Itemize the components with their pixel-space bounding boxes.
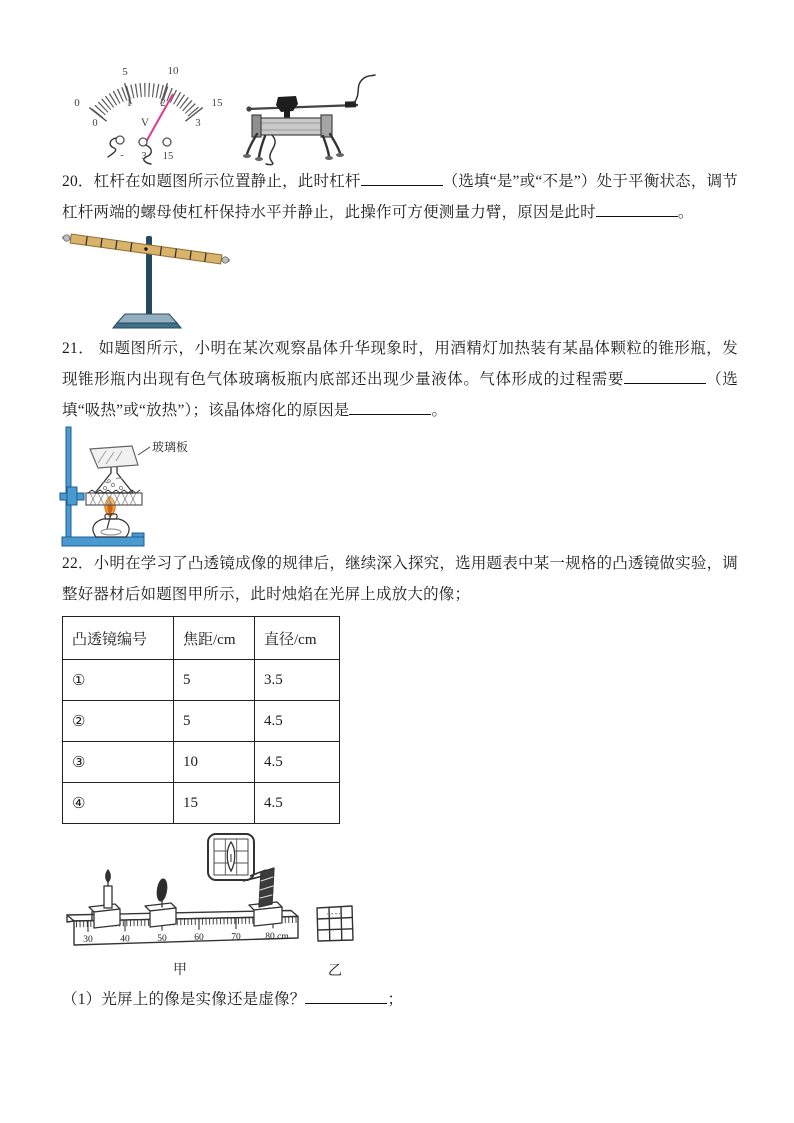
svg-text:60: 60 <box>194 933 204 944</box>
label-leader-line <box>138 447 150 455</box>
q22-1-text-2: ； <box>387 991 404 1008</box>
table-header-row <box>63 617 340 660</box>
stand-base <box>62 537 144 546</box>
svg-text:3: 3 <box>141 151 147 162</box>
svg-text:30: 30 <box>83 935 93 945</box>
balance-nut-left <box>63 234 70 241</box>
callout-bubble <box>208 834 266 881</box>
cell-focal-length: 5 <box>174 701 255 742</box>
grid-screen-figure <box>305 890 375 985</box>
balance-nut-right <box>222 256 229 263</box>
answer-blank[interactable] <box>305 988 387 1004</box>
svg-text:0: 0 <box>74 97 80 109</box>
header-diameter: 直径/cm <box>255 617 340 660</box>
answer-blank[interactable] <box>624 368 706 384</box>
question-22 <box>62 548 738 610</box>
answer-blank[interactable] <box>361 170 443 186</box>
q20-text-1: 20．杠杆在如题图所示位置静止，此时杠杆 <box>62 173 361 190</box>
voltmeter-figure <box>58 52 233 170</box>
rheostat-figure <box>242 74 377 166</box>
terminal-15v <box>163 138 171 146</box>
sublimation-setup-figure <box>58 423 238 558</box>
q20-text-2: （选填“是”或“不是”）处于平衡状态，调节杠杆两端的螺母使杠杆保持水平并静止，此操作可方便测量力臂，原因是此时 <box>62 173 738 221</box>
header-focal-length: 焦距/cm <box>174 617 255 660</box>
svg-text:70: 70 <box>231 932 241 943</box>
svg-text:5: 5 <box>122 66 128 78</box>
wire-left <box>108 138 116 157</box>
q20-text-3: 。 <box>677 204 694 221</box>
q22-1-text-1: （1）光屏上的像是实像还是虚像？ <box>62 991 306 1008</box>
svg-text:15: 15 <box>211 97 223 109</box>
foot <box>336 153 344 157</box>
cell-focal-length: 15 <box>174 783 255 824</box>
glass-plate-label: 玻璃板 <box>152 440 189 454</box>
lever-base-top <box>117 314 177 323</box>
lens-assembly <box>145 878 176 927</box>
answer-blank[interactable] <box>349 399 431 415</box>
scale-ticks <box>97 90 195 114</box>
table-row <box>63 701 340 742</box>
q22-text: 22．小明在学习了凸透镜成像的规律后，继续深入探究，选用题表中某一规格的凸透镜做实验，调整好器材后如题图甲所示，此时烛焰在光屏上成放大的像； <box>62 555 738 603</box>
svg-text:1: 1 <box>126 98 132 109</box>
cell-lens-number: ② <box>63 701 174 742</box>
question-22-sub1 <box>62 984 738 1015</box>
candle-assembly <box>89 870 120 928</box>
q21-text-1: 21． 如题图所示，小明在某次观察晶体升华现象时，用酒精灯加热装有某晶体颗粒的锥形瓶，发现锥形瓶内出现有色气体玻璃板瓶内底部还出现少量液体。气体形成的过程需要 <box>62 340 738 388</box>
table-row <box>63 742 340 783</box>
table-row <box>63 783 340 824</box>
glass-plate <box>90 446 138 468</box>
cell-focal-length: 5 <box>174 660 255 701</box>
svg-text:3: 3 <box>195 118 201 129</box>
slide-rail <box>248 105 358 109</box>
cell-focal-length: 10 <box>174 742 255 783</box>
table-row <box>63 660 340 701</box>
wire-top <box>354 75 375 103</box>
q21-text-2: （选填“吸热”或“放热”）；该晶体熔化的原因是 <box>62 371 738 419</box>
cell-lens-number: ③ <box>63 742 174 783</box>
wire-gauze <box>86 490 142 505</box>
svg-text:2: 2 <box>160 98 166 109</box>
svg-text:50: 50 <box>157 933 167 944</box>
svg-text:10: 10 <box>167 65 179 77</box>
foot <box>243 154 251 158</box>
cell-diameter: 4.5 <box>255 701 340 742</box>
unit-label: V <box>140 117 150 129</box>
scale-major-ticks <box>89 83 202 121</box>
rail-end-left <box>246 106 251 111</box>
q21-text-3: 。 <box>431 402 448 419</box>
wire-bottom <box>266 135 275 165</box>
resistance-tube <box>258 118 324 135</box>
stand-rod <box>66 427 71 541</box>
foot <box>255 157 263 161</box>
svg-text:15: 15 <box>162 151 174 162</box>
screen-assembly <box>249 868 282 926</box>
svg-text:40: 40 <box>120 934 130 945</box>
svg-text:0: 0 <box>92 118 98 129</box>
answer-blank[interactable] <box>596 201 678 217</box>
figure-caption-yi: 乙 <box>328 964 342 979</box>
svg-text:-: - <box>120 150 124 161</box>
lever-figure <box>58 226 308 338</box>
cell-lens-number: ④ <box>63 783 174 824</box>
cell-diameter: 3.5 <box>255 660 340 701</box>
lever-base-front <box>113 323 181 328</box>
foot <box>325 156 333 160</box>
cell-diameter: 4.5 <box>255 742 340 783</box>
question-21 <box>62 333 738 426</box>
header-lens-number: 凸透镜编号 <box>63 617 174 660</box>
slider-knob <box>276 96 298 112</box>
lens-table <box>62 616 340 824</box>
clamp-vertical <box>67 487 77 505</box>
terminal-negative <box>116 136 124 144</box>
convex-lens <box>156 878 168 901</box>
question-20 <box>62 166 738 228</box>
cell-diameter: 4.5 <box>255 783 340 824</box>
terminals <box>108 136 173 164</box>
alcohol-lamp <box>93 514 129 537</box>
cell-lens-number: ① <box>63 660 174 701</box>
figure-caption-jia: 甲 <box>173 963 187 978</box>
outer-scale-labels <box>74 65 223 109</box>
candle-flame <box>106 870 111 882</box>
svg-text:80 cm: 80 cm <box>265 932 289 942</box>
grid-square <box>317 906 353 941</box>
